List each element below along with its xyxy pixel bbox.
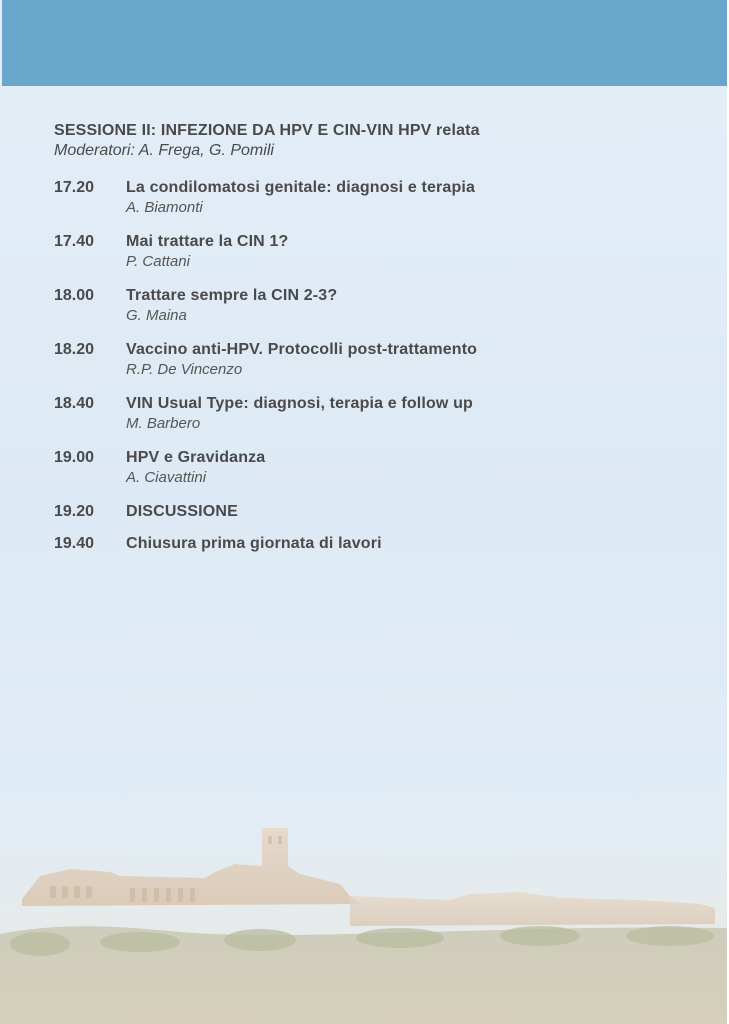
item-time: 19.20 — [54, 503, 95, 520]
header-band — [2, 0, 727, 86]
session-moderators: Moderatori: A. Frega, G. Pomili — [54, 142, 274, 159]
item-title: Mai trattare la CIN 1? — [126, 233, 289, 250]
basilica-landscape-image — [0, 814, 727, 1024]
item-title: VIN Usual Type: diagnosi, terapia e follow up — [126, 395, 473, 412]
program-item — [54, 502, 704, 522]
item-time: 19.40 — [54, 535, 95, 552]
item-speaker: P. Cattani — [126, 253, 190, 270]
program-item — [54, 448, 704, 488]
item-speaker: G. Maina — [126, 307, 187, 324]
item-time: 19.00 — [54, 449, 95, 466]
item-speaker: A. Ciavattini — [126, 469, 207, 486]
item-speaker: M. Barbero — [126, 415, 201, 432]
item-time: 17.20 — [54, 179, 95, 196]
item-speaker: R.P. De Vincenzo — [126, 361, 243, 378]
session-content — [54, 121, 704, 566]
item-time: 18.40 — [54, 395, 95, 412]
item-title: DISCUSSIONE — [126, 503, 238, 520]
program-item — [54, 340, 704, 380]
item-time: 18.20 — [54, 341, 95, 358]
item-title: Trattare sempre la CIN 2-3? — [126, 287, 338, 304]
program-item — [54, 534, 704, 554]
program-item — [54, 232, 704, 272]
item-title: Vaccino anti-HPV. Protocolli post-trattamento — [126, 341, 478, 358]
item-title: HPV e Gravidanza — [126, 449, 266, 466]
item-speaker: A. Biamonti — [126, 199, 203, 216]
program-item — [54, 394, 704, 434]
program-item — [54, 286, 704, 326]
item-time: 17.40 — [54, 233, 95, 250]
item-title: Chiusura prima giornata di lavori — [126, 535, 382, 552]
item-time: 18.00 — [54, 287, 95, 304]
item-title: La condilomatosi genitale: diagnosi e terapia — [126, 179, 476, 196]
session-title: SESSIONE II: INFEZIONE DA HPV E CIN-VIN HPV relata — [54, 122, 480, 139]
program-item — [54, 178, 704, 218]
